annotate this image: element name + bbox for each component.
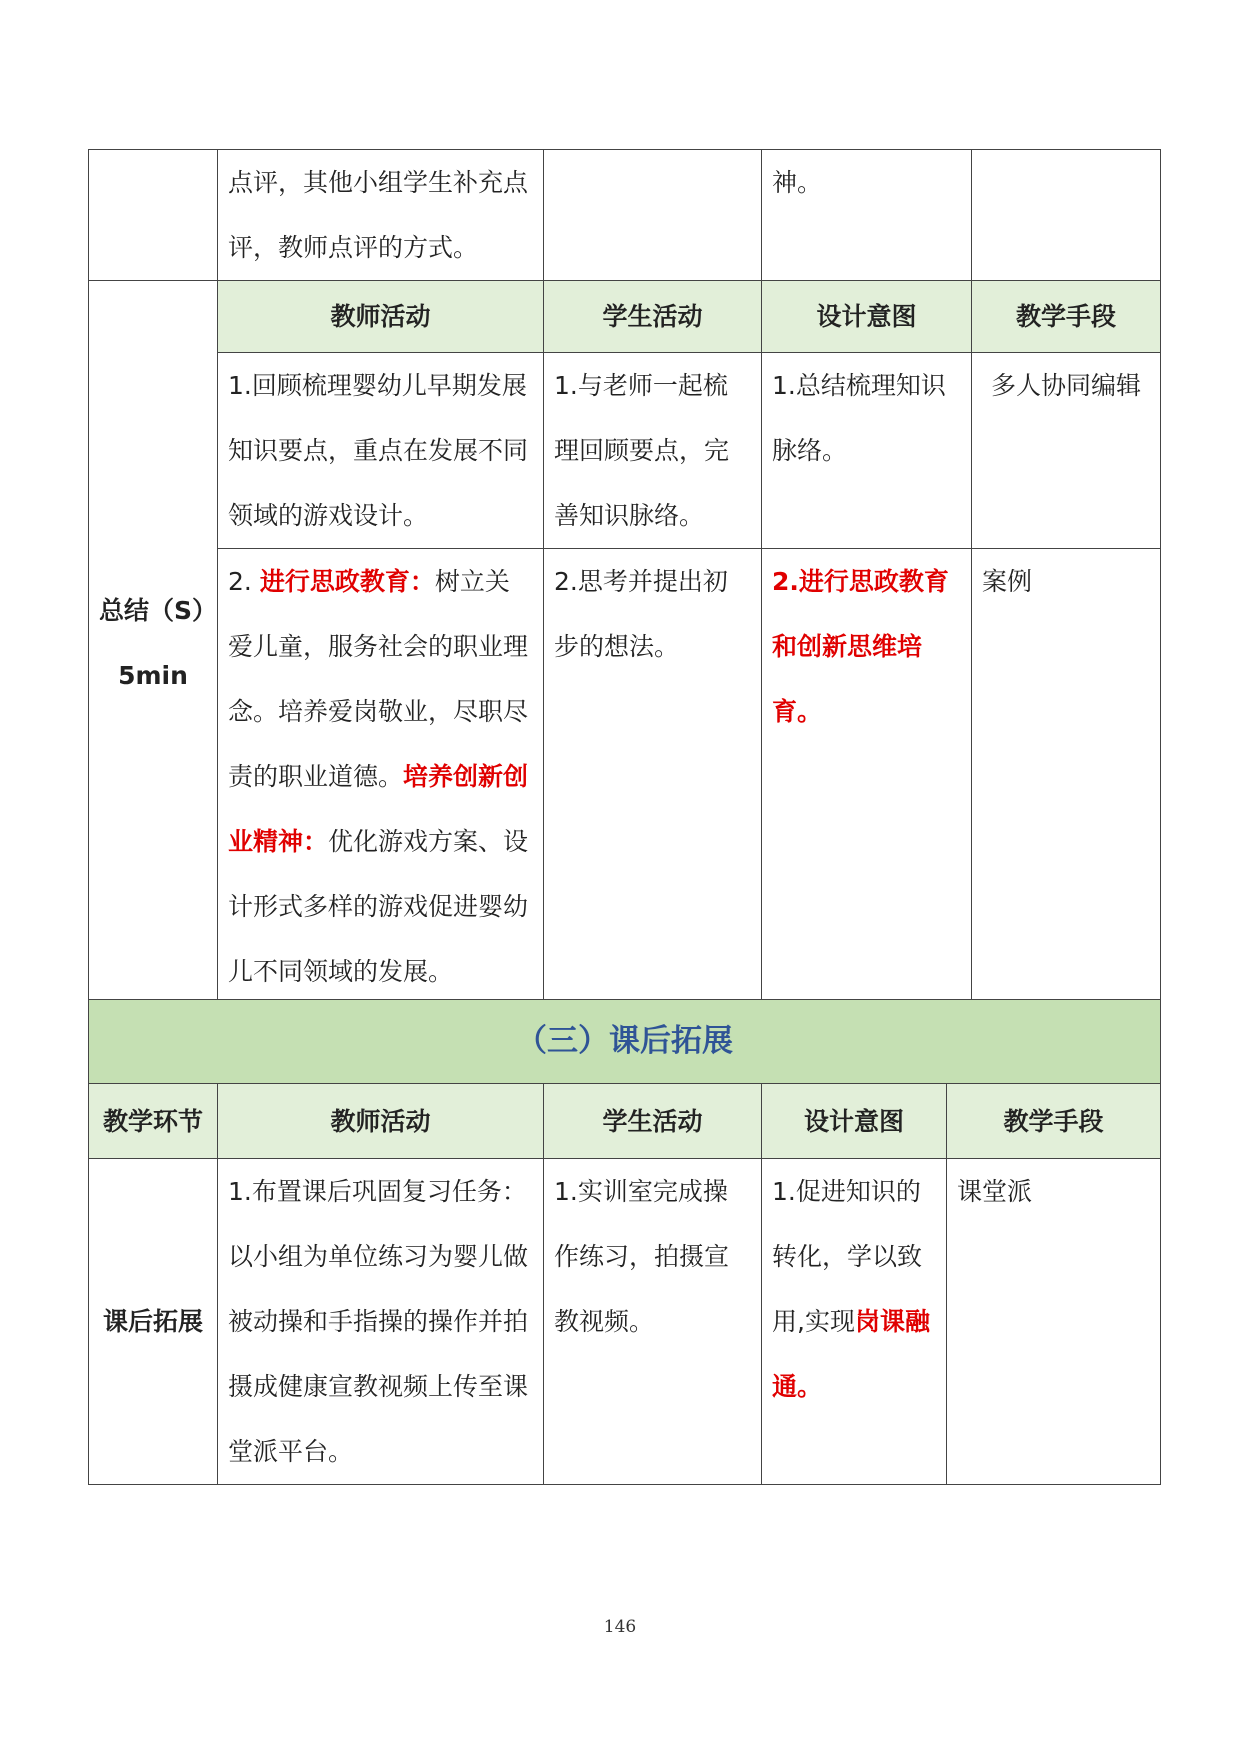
summary-row-1 [89,353,1161,549]
continuation-means-cell [972,150,1161,281]
after-class-means: 课堂派 [947,1159,1161,1485]
post-course-integration-highlight: 岗课融通。 [772,1307,930,1401]
header-teaching-stage: 教学环节 [89,1084,218,1159]
after-class-intent [762,1159,947,1485]
after-class-band-row [89,1000,1161,1084]
summary-row2-means: 案例 [972,549,1161,1005]
after-class-intent-text: 1.促进知识的转化，学以致用,实现 [772,1177,923,1336]
after-class-student: 1.实训室完成操作练习，拍摄宣教视频。 [544,1159,762,1485]
summary-row-2 [89,549,1161,1005]
summary-header-row [89,281,1161,353]
summary-table [88,149,1161,1005]
header-design-intent-2: 设计意图 [762,1084,947,1159]
summary-row1-means: 多人协同编辑 [972,353,1161,549]
after-class-table [88,999,1161,1485]
row2-prefix: 2. [228,567,260,596]
header-teaching-means: 教学手段 [972,281,1161,353]
continuation-row [89,150,1161,281]
after-class-header-row [89,1084,1161,1159]
header-design-intent: 设计意图 [762,281,972,353]
summary-stage-name: 总结（S） [99,595,218,625]
header-teaching-means-2: 教学手段 [947,1084,1161,1159]
summary-row1-student: 1.与老师一起梳理回顾要点，完善知识脉络。 [544,353,762,549]
after-class-stage-cell: 课后拓展 [89,1159,218,1485]
after-class-row [89,1159,1161,1485]
summary-row2-teacher [218,549,544,1005]
summary-row2-intent: 2.进行思政教育和创新思维培育。 [762,549,972,1005]
header-teacher-activity-2: 教师活动 [218,1084,544,1159]
header-teacher-activity: 教师活动 [218,281,544,353]
page-number: 146 [603,1617,637,1637]
summary-row2-student: 2.思考并提出初步的想法。 [544,549,762,1005]
innovation-spirit-highlight: 培养创新创业精神： [228,762,529,856]
continuation-student-cell [544,150,762,281]
continuation-intent-cell: 神。 [762,150,972,281]
after-class-band-title: （三）课后拓展 [89,1000,1161,1084]
continuation-stage-cell [89,150,218,281]
after-class-teacher: 1.布置课后巩固复习任务：以小组为单位练习为婴儿做被动操和手指操的操作并拍摄成健康宣教视频上传至课堂派平台。 [218,1159,544,1485]
row2-end-text: 优化游戏方案、设计形式多样的游戏促进婴幼儿不同领域的发展。 [228,827,529,986]
header-student-activity-2: 学生活动 [544,1084,762,1159]
summary-stage-time: 5min [118,660,188,690]
continuation-teacher-cell: 点评，其他小组学生补充点评，教师点评的方式。 [218,150,544,281]
summary-row1-intent: 1.总结梳理知识脉络。 [762,353,972,549]
ideology-education-highlight: 进行思政教育： [259,567,435,596]
row2-mid-text: 树立关爱儿童，服务社会的职业理念。培养爱岗敬业，尽职尽责的职业道德。 [228,567,529,791]
summary-stage-cell [89,281,218,1005]
header-student-activity: 学生活动 [544,281,762,353]
summary-row1-teacher: 1.回顾梳理婴幼儿早期发展知识要点，重点在发展不同领域的游戏设计。 [218,353,544,549]
